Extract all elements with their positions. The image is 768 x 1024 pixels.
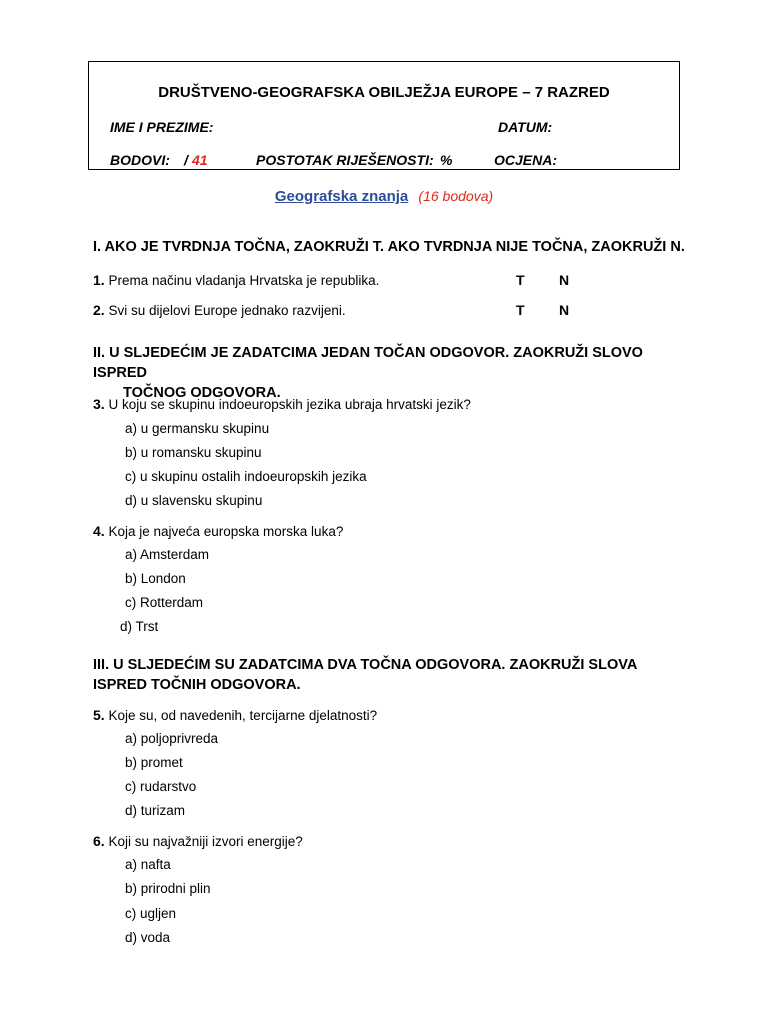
- answer-option[interactable]: d) u slavensku skupinu: [125, 493, 263, 508]
- answer-option[interactable]: b) London: [125, 571, 186, 586]
- answer-option[interactable]: c) Rotterdam: [125, 595, 204, 610]
- grade-label: OCJENA:: [494, 152, 558, 168]
- answer-option[interactable]: d) Trst: [120, 619, 159, 634]
- question-2: [93, 302, 346, 318]
- section-title: Geografska znanja: [274, 188, 409, 205]
- name-label: IME I PREZIME:: [110, 119, 214, 135]
- question-number: 2.: [93, 302, 105, 318]
- true-option-1[interactable]: T: [516, 272, 525, 288]
- answer-option[interactable]: a) Amsterdam: [125, 547, 210, 562]
- header-box: [88, 61, 680, 170]
- answer-option[interactable]: d) voda: [125, 930, 171, 945]
- part3-title-line1: III. U SLJEDEĆIM SU ZADATCIMA DVA TOČNA ODGOVORA. ZAOKRUŽI SLOVA: [93, 657, 638, 673]
- section-points: (16 bodova): [418, 188, 494, 204]
- answer-option[interactable]: a) nafta: [125, 857, 171, 872]
- question-text: Koji su najvažniji izvori energije?: [108, 834, 303, 849]
- question-number: 1.: [93, 272, 105, 288]
- question-number: 4.: [93, 523, 105, 539]
- question-number: 6.: [93, 833, 105, 849]
- true-option-2[interactable]: T: [516, 302, 525, 318]
- points-total: 41: [192, 152, 208, 168]
- answer-option[interactable]: c) ugljen: [125, 906, 177, 921]
- question-5: [93, 707, 377, 723]
- question-4: [93, 523, 343, 539]
- answer-option[interactable]: b) u romansku skupinu: [125, 445, 262, 460]
- answer-option[interactable]: d) turizam: [125, 803, 186, 818]
- answer-option[interactable]: a) poljoprivreda: [125, 731, 219, 746]
- question-text: Svi su dijelovi Europe jednako razvijeni.: [108, 303, 346, 318]
- question-text: Koje su, od navedenih, tercijarne djelatnosti?: [108, 708, 378, 723]
- question-6: [93, 833, 303, 849]
- part2-title-line1: II. U SLJEDEĆIM JE ZADATCIMA JEDAN TOČAN ODGOVOR. ZAOKRUŽI SLOVO ISPRED: [93, 345, 643, 381]
- part3-title-line2: ISPRED TOČNIH ODGOVORA.: [93, 677, 301, 693]
- false-option-2[interactable]: N: [559, 302, 570, 318]
- part1-title: I. AKO JE TVRDNJA TOČNA, ZAOKRUŽI T. AKO TVRDNJA NIJE TOČNA, ZAOKRUŽI N.: [93, 239, 685, 255]
- section-heading: [0, 188, 768, 205]
- question-3: [93, 396, 471, 412]
- false-option-1[interactable]: N: [559, 272, 570, 288]
- percent-label: POSTOTAK RIJEŠENOSTI:: [256, 152, 434, 168]
- part2-title: [93, 343, 693, 403]
- answer-option[interactable]: c) rudarstvo: [125, 779, 197, 794]
- date-label: DATUM:: [498, 119, 553, 135]
- question-number: 3.: [93, 396, 105, 412]
- answer-option[interactable]: b) promet: [125, 755, 183, 770]
- question-text: U koju se skupinu indoeuropskih jezika ubraja hrvatski jezik?: [108, 397, 471, 412]
- percent-sign: %: [440, 152, 453, 168]
- answer-option[interactable]: c) u skupinu ostalih indoeuropskih jezika: [125, 469, 367, 484]
- points-label: BODOVI:: [110, 152, 170, 168]
- question-text: Koja je najveća europska morska luka?: [108, 524, 344, 539]
- answer-option[interactable]: a) u germansku skupinu: [125, 421, 270, 436]
- page-title: DRUŠTVENO-GEOGRAFSKA OBILJEŽJA EUROPE – 7 RAZRED: [158, 84, 610, 101]
- question-number: 5.: [93, 707, 105, 723]
- points-slash: /: [184, 152, 188, 168]
- part3-title: [93, 655, 693, 695]
- part2-title-line2: TOČNOG ODGOVORA.: [123, 385, 281, 401]
- answer-option[interactable]: b) prirodni plin: [125, 881, 211, 896]
- question-text: Prema načinu vladanja Hrvatska je republika.: [108, 273, 380, 288]
- question-1: [93, 272, 379, 288]
